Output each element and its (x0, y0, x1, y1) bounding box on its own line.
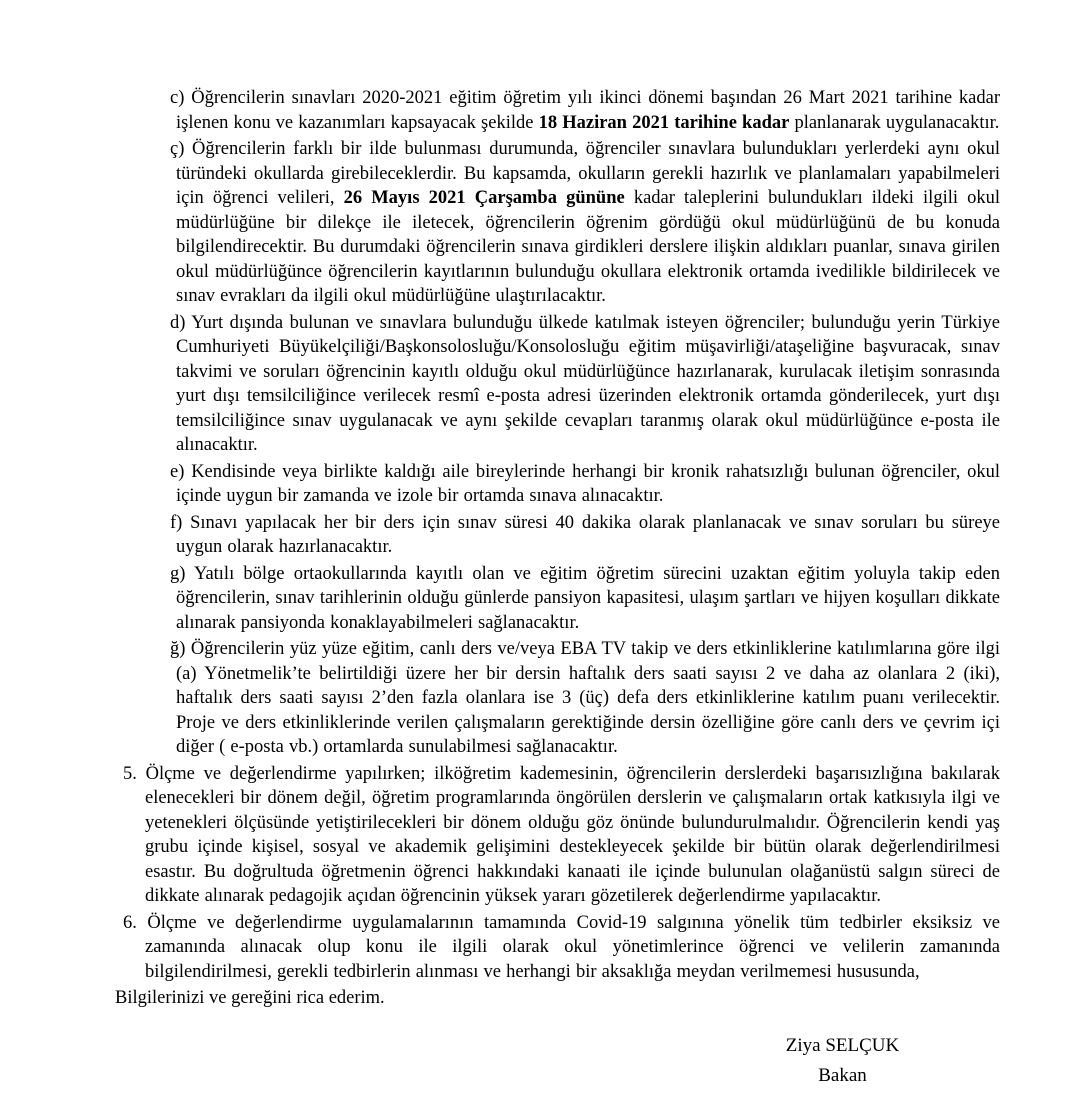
signature-block (735, 1031, 950, 1091)
item-marker: ç) (170, 139, 185, 159)
list-item-6 (170, 562, 1000, 636)
list-item-1 (170, 86, 1000, 135)
list-item-3 (170, 311, 1000, 458)
item-text: Yatılı bölge ortaokullarında kayıtlı olan ve eğitim öğretim sürecini uzaktan eğitim yoluyla takip eden öğrencilerin, sınav tarihlerinin olduğu günlerde pansiyon kapasitesi, ulaşım şartları ve hijyen koşulları dikkate alınarak pansiyonda konaklayabilmeleri sağlanacaktır. (176, 563, 1000, 633)
item-text: Yurt dışında bulunan ve sınavlara bulunduğu ülkede katılmak isteyen öğrenciler; bulunduğu yerin Türkiye Cumhuriyeti Büyükelçiliği/Başkonsolosluğu/Konsolosluğu eğitim müşavirliği/ataşeliğine başvuracak, sınav takvimi ve soruları öğrencinin kayıtlı olduğu okul müdürlüğünce hazırlanarak, kurulacak iletişim sonrasında yurt dışı temsilciliğince verilecek resmî e-posta adresi üzerinden elektronik ortamda gönderilecek, yurt dışı temsilciliğince sınav uygulanacak ve aynı şekilde cevapları taranmış olarak okul müdürlüğünce e-posta ile alınacaktır. (176, 312, 1000, 455)
list-item-7 (170, 637, 1000, 760)
list-item-8 (123, 762, 1000, 909)
item-text: Sınavı yapılacak her bir ders için sınav süresi 40 dakika olarak planlanacak ve sınav soruları bu süreye uygun olarak hazırlanacaktır. (176, 512, 1001, 557)
item-marker: c) (170, 88, 185, 108)
item-text: Ölçme ve değerlendirme yapılırken; ilköğretim kademesinin, öğrencilerin derslerdeki başarısızlığına bakılarak elenecekleri bir dönem değil, öğretim programlarında öngörülen derslerin ve çalışmaların ortak katkısıyla ilgi ve yetenekleri ölçüsünde yetiştirilecekleri bir dönem olduğu göz önünde bulundurulmalıdır. Öğrencilerin kendi yaş grubu içinde kişisel, sosyal ve akademik gelişimini destekleyecek şekilde bir bütün olarak değerlendirilmesi esastır. Bu doğrultuda öğretmenin öğrenci hakkındaki kanaati ile içinde bulunulan olağanüstü salgın süreci de dikkate alınarak pedagojik açıdan öğrencinin yüksek yararı gözetilerek değerlendirme yapılacaktır. (145, 763, 1001, 906)
signature-name: Ziya SELÇUK (785, 1034, 900, 1056)
item-marker: d) (170, 312, 186, 333)
signature-title: Bakan (818, 1064, 867, 1086)
document-items (123, 86, 1000, 984)
item-text: Kendisinde veya birlikte kaldığı aile bireylerinde herhangi bir kronik rahatsızlığı bulunan öğrenciler, okul içinde uygun bir zamanda ve izole bir ortamda sınava alınacaktır. (176, 461, 1001, 506)
item-text: Öğrencilerin yüz yüze eğitim, canlı ders ve/veya EBA TV takip ve ders etkinliklerine katılımlarına göre ilgi (a) Yönetmelik’te belirtildiği üzere her bir dersin haftalık ders saati sayısı 2 ve daha az olanlara 2 (iki), haftalık ders saati sayısı 2’den fazla olanlara ise 3 (üç) defa ders etkinliklerine katılım puanı verilecektir. Proje ve ders etkinliklerinde verilen çalışmaların gerektiğinde dersin özelliğine göre canlı ders ve çevrim içi diğer ( e-posta vb.) ortamlarda sunulabilmesi sağlanacaktır. (176, 639, 1001, 757)
item-text: Öğrencilerin sınavları 2020-2021 eğitim öğretim yılı ikinci dönemi başından 26 Mart 2021 tarihine kadar işlenen konu ve kazanımları kapsayacak şekilde (176, 88, 1001, 133)
list-item-2 (170, 137, 1000, 309)
item-text: kadar taleplerini bulundukları ildeki ilgili okul müdürlüğüne bir dilekçe ile iletecek, öğrencilerin öğrenim gördüğü okul müdürlüğünü de bu konuda bilgilendirecektir. Bu durumdaki öğrencilerin sınava girdikleri derslere ilişkin aldıkları puanlar, sınava girilen okul müdürlüğünce öğrencilerin kayıtlarının bulunduğu okullara elektronik ortamda ivedilikle bildirilecek ve sınav evrakları da ilgili okul müdürlüğüne ulaştırılacaktır. (176, 188, 1000, 306)
closing-line: Bilgilerinizi ve gereğini rica ederim. (115, 988, 385, 1008)
item-text: planlanarak uygulanacaktır. (789, 112, 1000, 133)
item-marker: ğ) (170, 639, 186, 659)
item-marker: 5. (123, 763, 137, 784)
list-item-4 (170, 460, 1000, 509)
item-marker: e) (170, 461, 185, 482)
item-text: Öğrencilerin farklı bir ilde bulunması durumunda, öğrenciler sınavlara bulundukları yerlerdeki aynı okul türündeki okullarda girebileceklerdir. Bu kapsamda, okulların gerekli hazırlık ve planlamaları yapabilmeleri için öğrenci velileri, (176, 139, 1000, 208)
item-marker: f) (170, 512, 183, 533)
bold-deadline-text: 18 Haziran 2021 tarihine kadar (538, 112, 790, 133)
item-text: Ölçme ve değerlendirme uygulamalarının tamamında Covid-19 salgınına yönelik tüm tedbirler eksiksiz ve zamanında alınacak olup konu ile ilgili olarak okul yönetimlerince öğrenci ve velilerin zamanında bilgilendirilmesi, gerekli tedbirlerin alınması ve herhangi bir aksaklığa meydan verilmemesi hususunda, (145, 912, 1000, 982)
document-body (115, 86, 1001, 1091)
item-marker: 6. (123, 912, 137, 933)
item-marker: g) (170, 563, 186, 584)
list-item-5 (170, 511, 1000, 560)
list-item-9 (123, 911, 1000, 985)
bold-deadline-text: 26 Mayıs 2021 Çarşamba gününe (343, 188, 625, 208)
